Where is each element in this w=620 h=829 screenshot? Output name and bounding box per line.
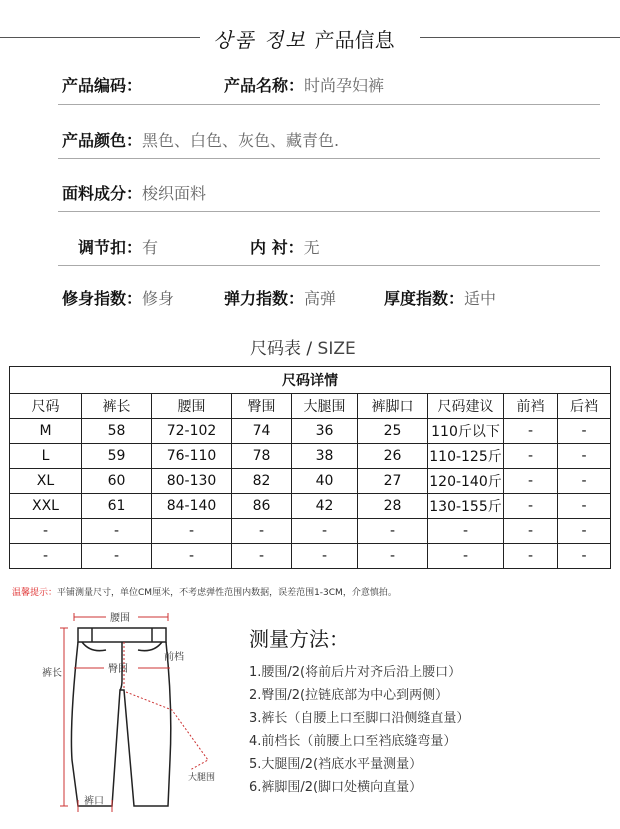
buckle-value: 有 <box>142 238 159 257</box>
table-cell: 60 <box>82 469 152 494</box>
info-lining <box>250 235 320 258</box>
table-row <box>10 494 611 519</box>
table-cell: 76-110 <box>152 444 232 469</box>
table-header-row <box>10 394 611 419</box>
table-cell: 27 <box>358 469 428 494</box>
table-cell: XXL <box>10 494 82 519</box>
thigh-label: 大腿围 <box>188 773 216 783</box>
stretch-value: 高弹 <box>304 289 337 308</box>
table-cell: 28 <box>358 494 428 519</box>
measure-item: 5.大腿围/2(裆底水平量测量） <box>249 757 423 772</box>
table-header-cell: 裤脚口 <box>358 394 428 419</box>
table-header-cell: 前裆 <box>504 394 558 419</box>
measure-item: 3.裤长（自腰上口至脚口沿侧缝直量） <box>249 711 470 726</box>
table-row <box>10 419 611 444</box>
table-cell: 25 <box>358 419 428 444</box>
table-row <box>10 444 611 469</box>
table-header-cell: 裤长 <box>82 394 152 419</box>
divider <box>58 104 600 105</box>
table-cell: - <box>358 544 428 569</box>
size-title-en: SIZE <box>317 339 356 359</box>
table-cell: 110-125斤 <box>428 444 504 469</box>
measure-item: 2.臀围/2(拉链底部为中心到两侧） <box>249 688 449 703</box>
waist-label: 腰围 <box>110 613 130 624</box>
info-fabric <box>62 181 206 204</box>
code-label: 产品编码： <box>62 76 143 95</box>
thick-value: 适中 <box>464 289 497 308</box>
header-title-kr: 상품 정보 <box>213 28 307 52</box>
table-cell: 59 <box>82 444 152 469</box>
table-cell: 26 <box>358 444 428 469</box>
thick-label: 厚度指数： <box>384 289 465 308</box>
table-header-cell: 尺码 <box>10 394 82 419</box>
color-label: 产品颜色： <box>62 131 143 150</box>
front-rise-label: 前档 <box>164 652 184 663</box>
hip-label: 臀围 <box>108 664 128 675</box>
info-color <box>62 128 339 151</box>
length-measure <box>60 628 68 806</box>
divider <box>58 265 600 266</box>
table-cell: - <box>358 519 428 544</box>
table-cell: - <box>504 544 558 569</box>
table-cell: - <box>428 519 504 544</box>
table-cell: - <box>82 519 152 544</box>
table-cell: - <box>428 544 504 569</box>
table-cell: 130-155斤 <box>428 494 504 519</box>
table-cell: 120-140斤 <box>428 469 504 494</box>
table-cell: - <box>558 519 611 544</box>
hem-label: 裤口 <box>84 796 104 807</box>
table-cell: 72-102 <box>152 419 232 444</box>
measure-item: 6.裤脚围/2(脚口处横向直量） <box>249 780 423 795</box>
table-cell: - <box>504 519 558 544</box>
table-header-cell: 后裆 <box>558 394 611 419</box>
table-cell: M <box>10 419 82 444</box>
table-cell: - <box>504 419 558 444</box>
table-row <box>10 544 611 569</box>
info-code <box>62 73 142 96</box>
fit-value: 修身 <box>142 289 175 308</box>
header-title <box>213 24 395 53</box>
pants-outline <box>71 628 170 806</box>
measure-title: 测量方法： <box>249 627 349 651</box>
buckle-label: 调节扣： <box>78 238 143 257</box>
table-cell: - <box>558 444 611 469</box>
lining-label: 内 衬： <box>250 238 304 257</box>
table-cell: - <box>292 519 358 544</box>
table-caption: 尺码详情 <box>10 367 611 394</box>
table-cell: 74 <box>232 419 292 444</box>
measure-item: 1.腰围/2(将前后片对齐后沿上腰口） <box>249 665 462 680</box>
table-cell: 61 <box>82 494 152 519</box>
table-header-cell: 臀围 <box>232 394 292 419</box>
name-value: 时尚孕妇裤 <box>304 76 385 95</box>
table-cell: XL <box>10 469 82 494</box>
table-cell: - <box>504 469 558 494</box>
header-line-left <box>0 37 200 38</box>
table-header-cell: 大腿围 <box>292 394 358 419</box>
table-cell: 82 <box>232 469 292 494</box>
table-cell: 58 <box>82 419 152 444</box>
thigh-measure <box>126 692 208 770</box>
table-row <box>10 519 611 544</box>
size-table <box>9 366 611 569</box>
table-cell: 86 <box>232 494 292 519</box>
info-buckle <box>78 235 158 258</box>
tip-text: 平铺测量尺寸，单位CM厘米，不考虑弹性范围内数据，误差范围1-3CM，介意慎拍。 <box>57 588 397 598</box>
table-cell: 38 <box>292 444 358 469</box>
size-title-cn: 尺码表 / <box>250 339 313 359</box>
info-stretch <box>224 286 336 309</box>
lining-value: 无 <box>303 238 320 257</box>
table-cell: - <box>558 469 611 494</box>
table-cell: - <box>152 519 232 544</box>
stretch-label: 弹力指数： <box>224 289 305 308</box>
table-cell: - <box>10 544 82 569</box>
info-fit <box>62 286 174 309</box>
table-cell: 42 <box>292 494 358 519</box>
tip-label: 温馨提示： <box>12 588 58 598</box>
table-cell: 110斤以下 <box>428 419 504 444</box>
table-cell: - <box>82 544 152 569</box>
table-header-cell: 尺码建议 <box>428 394 504 419</box>
measure-item: 4.前档长（前腰上口至裆底缝弯量） <box>249 734 457 749</box>
table-row <box>10 469 611 494</box>
fit-label: 修身指数： <box>62 289 143 308</box>
divider <box>58 211 600 212</box>
table-cell: L <box>10 444 82 469</box>
tip <box>12 585 397 598</box>
table-header-cell: 腰围 <box>152 394 232 419</box>
table-cell: - <box>10 519 82 544</box>
table-cell: - <box>504 444 558 469</box>
size-title <box>250 334 356 359</box>
table-cell: - <box>292 544 358 569</box>
table-cell: - <box>152 544 232 569</box>
pants-diagram <box>40 610 240 825</box>
info-thick <box>384 286 496 309</box>
length-label: 裤长 <box>42 668 62 679</box>
divider <box>58 158 600 159</box>
fabric-label: 面料成分： <box>62 184 143 203</box>
fabric-value: 梭织面料 <box>142 184 207 203</box>
color-value: 黑色、白色、灰色、藏青色. <box>142 131 340 150</box>
table-cell: - <box>558 419 611 444</box>
table-cell: - <box>232 544 292 569</box>
table-cell: 78 <box>232 444 292 469</box>
table-cell: - <box>232 519 292 544</box>
info-name <box>224 73 384 96</box>
table-cell: 40 <box>292 469 358 494</box>
table-cell: 80-130 <box>152 469 232 494</box>
table-cell: - <box>504 494 558 519</box>
name-label: 产品名称： <box>224 76 305 95</box>
table-cell: 84-140 <box>152 494 232 519</box>
header-line-right <box>420 37 620 38</box>
table-cell: - <box>558 544 611 569</box>
header-title-cn: 产品信息 <box>314 28 395 52</box>
table-cell: - <box>558 494 611 519</box>
table-cell: 36 <box>292 419 358 444</box>
